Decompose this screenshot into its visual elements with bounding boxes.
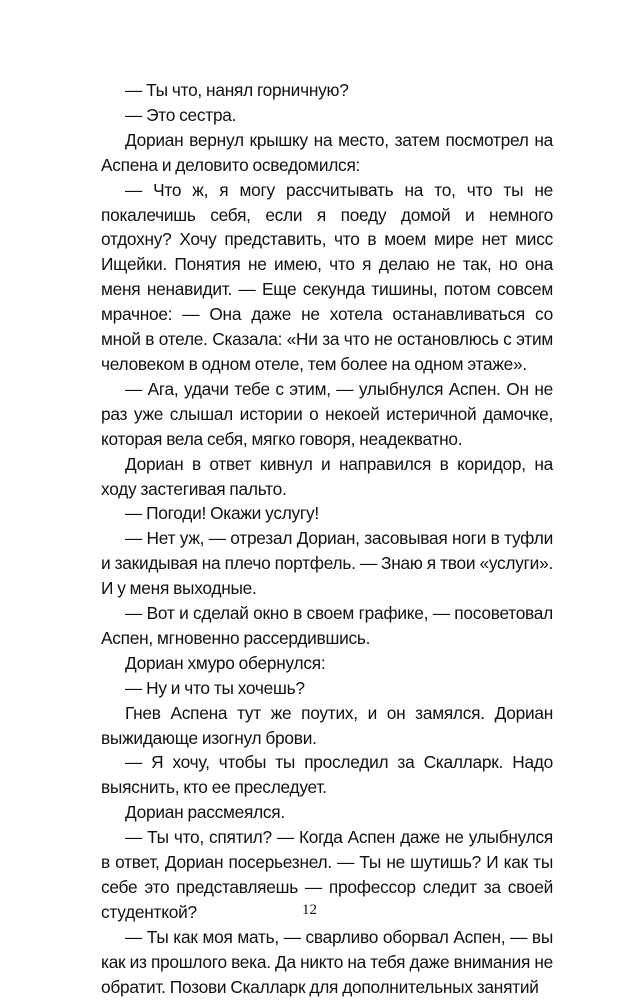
book-page-text [101,78,553,1000]
paragraph: — Ага, удачи тебе с этим, — улыбнулся Аспен. Он не раз уже слышал истории о некоей истеричной дамочке, которая вела себя, мягко говоря, неадекватно. [101,378,553,449]
paragraph: Гнев Аспена тут же поутих, и он замялся. Дориан выжидающе изогнул брови. [101,702,553,748]
paragraph: — Я хочу, чтобы ты проследил за Скалларк. Надо выяснить, кто ее преследует. [101,752,553,798]
paragraph: — Что ж, я могу рассчитывать на то, что ты не покалечишь себя, если я поеду домой и немного отдохну? Хочу представить, что в моем мире нет мисс Ищейки. Понятия не имею, что я делаю не так, но она меня ненавидит. — Еще секунда тишины, потом совсем мрачное: — Она даже не хотела останавливаться со мной в отеле. Сказала: «Ни за что не остановлюсь с этим человеком в одном отеле, тем более на одном этаже». [101,179,553,374]
paragraph: — Погоди! Окажи услугу! [125,503,319,524]
paragraph: — Это сестра. [125,104,237,125]
paragraph: — Ну и что ты хочешь? [125,677,305,698]
paragraph: Дориан вернул крышку на место, затем посмотрел на Аспена и деловито осведомился: [101,129,553,175]
paragraph: Дориан рассмеялся. [125,802,285,823]
paragraph: — Ты что, спятил? — Когда Аспен даже не улыбнулся в ответ, Дориан посерьезнел. — Ты не шутишь? И как ты себе это представляешь — профессор следит за своей студенткой? [101,827,553,922]
paragraph: — Ты что, нанял горничную? [125,80,349,100]
paragraph: Дориан в ответ кивнул и направился в коридор, на ходу застегивая пальто. [101,453,553,499]
paragraph: Дориан хмуро обернулся: [125,652,326,673]
paragraph: — Ты как моя мать, — сварливо оборвал Аспен, — вы как из прошлого века. Да никто на тебя даже внимания не обратит. Позови Скалларк для дополнительных занятий [101,926,553,997]
paragraph: — Нет уж, — отрезал Дориан, засовывая ноги в туфли и закидывая на плечо портфель. — Знаю я твои «услуги». И у меня выходные. [101,528,553,599]
paragraph: — Вот и сделай окно в своем графике, — посоветовал Аспен, мгновенно рассердившись. [101,603,553,648]
page-number: 12 [302,902,317,918]
